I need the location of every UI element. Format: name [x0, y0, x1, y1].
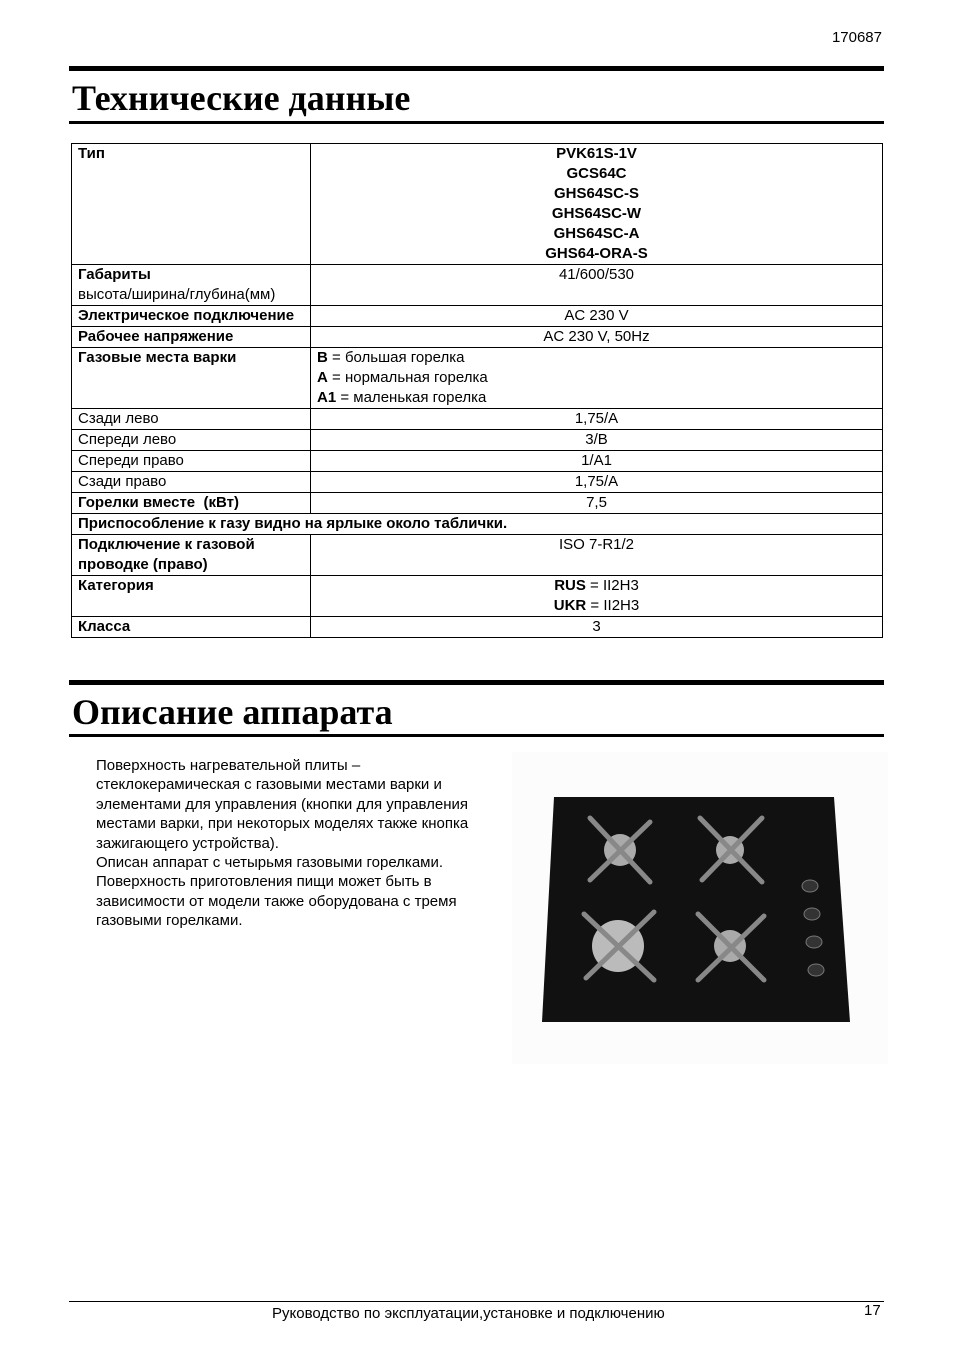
row-sublabel: высота/ширина/глубина(мм)	[78, 286, 276, 303]
category-code: UKR	[553, 597, 587, 614]
table-row	[72, 514, 883, 535]
divider	[69, 680, 884, 685]
row-label: Электрическое подключение	[78, 307, 295, 324]
table-row	[72, 617, 883, 638]
cooktop-illustration	[512, 752, 888, 1064]
gas-note: Приспособление к газу видно на ярлыке около таблички.	[78, 515, 508, 532]
row-value: 1,75/A	[311, 409, 883, 430]
description-paragraph: Описан аппарат с четырьмя газовыми горелками. Поверхность приготовления пищи может быть в зависимости от модели также оборудована с тремя газовыми горелками.	[96, 854, 457, 930]
row-label: Класса	[78, 618, 131, 635]
model: GHS64SC-W	[551, 205, 642, 222]
model: GHS64SC-A	[553, 225, 640, 242]
page-number: 17	[864, 1302, 881, 1319]
divider	[69, 734, 884, 737]
row-value: AC 230 V	[311, 306, 883, 327]
row-label: Категория	[78, 577, 154, 594]
row-value: ISO 7-R1/2	[311, 535, 883, 576]
divider	[69, 121, 884, 124]
table-row	[72, 472, 883, 493]
row-label: Спереди лево	[72, 430, 311, 451]
footer-text: Руководство по эксплуатации,установке и подключению	[272, 1305, 665, 1322]
row-label: Спереди право	[72, 451, 311, 472]
row-label: Газовые места варки	[78, 349, 237, 366]
category-value: = II2H3	[585, 577, 639, 594]
legend-text: = большая горелка	[327, 349, 465, 366]
legend-code: A	[317, 369, 328, 386]
row-label: Сзади лево	[72, 409, 311, 430]
model: GHS64-ORA-S	[545, 245, 648, 262]
model: PVK61S-1V	[556, 145, 637, 162]
table-row	[72, 535, 883, 576]
row-value: 41/600/530	[311, 265, 883, 306]
model: GCS64C	[566, 165, 627, 182]
legend-text: = маленькая горелка	[336, 389, 487, 406]
row-label: Габариты	[78, 266, 151, 283]
table-row	[72, 348, 883, 409]
row-label: Рабочее напряжение	[78, 328, 234, 345]
table-row	[72, 493, 883, 514]
row-label: Подключение к газовой проводке (право)	[78, 536, 255, 573]
description	[96, 756, 486, 931]
description-paragraph: Поверхность нагревательной плиты – стеклокерамическая с газовыми местами варки и элементами для управления (кнопки для управления местами варки, при некоторых моделях также кнопка зажигающего устройства).	[96, 757, 469, 852]
table-row	[72, 576, 883, 617]
row-label: Тип	[78, 145, 105, 162]
table-row	[72, 265, 883, 306]
table-row	[72, 327, 883, 348]
row-value: AC 230 V, 50Hz	[311, 327, 883, 348]
model: GHS64SC-S	[553, 185, 640, 202]
row-value: 3/B	[311, 430, 883, 451]
table-row	[72, 144, 883, 265]
table-row	[72, 430, 883, 451]
row-value: 7,5	[311, 493, 883, 514]
table-row	[72, 306, 883, 327]
divider	[69, 66, 884, 71]
row-label: Сзади право	[72, 472, 311, 493]
row-value: 1,75/A	[311, 472, 883, 493]
legend-text: = нормальная горелка	[327, 369, 488, 386]
section-title-technical-data: Технические данные	[72, 78, 411, 118]
category-code: RUS	[554, 577, 586, 594]
document-number: 170687	[831, 29, 882, 46]
table-row	[72, 409, 883, 430]
row-label: Горелки вместе (кВт)	[78, 494, 239, 511]
row-value: 3	[311, 617, 883, 638]
footer-divider	[69, 1301, 884, 1302]
spec-table	[71, 143, 883, 638]
legend-code: B	[317, 349, 328, 366]
cooktop-photo	[512, 752, 888, 1064]
legend-code: A1	[317, 389, 337, 406]
category-value: = II2H3	[586, 597, 640, 614]
table-row	[72, 451, 883, 472]
section-title-description: Описание аппарата	[72, 692, 393, 732]
row-value: 1/A1	[311, 451, 883, 472]
